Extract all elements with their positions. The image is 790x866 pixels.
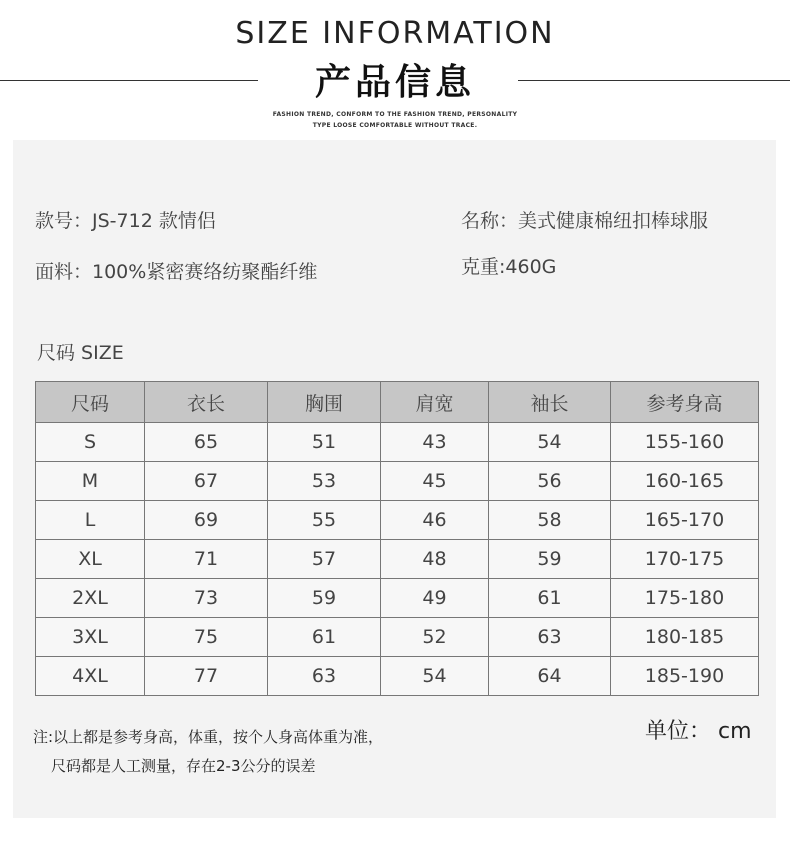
cell-height: 160-165	[611, 462, 759, 501]
cell-length: 65	[145, 423, 268, 462]
cell-sleeve: 64	[489, 657, 611, 696]
cell-size: 2XL	[36, 579, 145, 618]
cell-length: 75	[145, 618, 268, 657]
cell-chest: 59	[268, 579, 381, 618]
note-line-2: 尺码都是人工测量，存在2-3公分的误差	[51, 757, 316, 775]
cell-chest: 51	[268, 423, 381, 462]
cell-length: 73	[145, 579, 268, 618]
title-chinese: 产品信息	[314, 62, 475, 103]
cell-shoulder: 52	[381, 618, 489, 657]
cell-chest: 63	[268, 657, 381, 696]
cell-height: 155-160	[611, 423, 759, 462]
product-name: 名称：美式健康棉纽扣棒球服	[461, 210, 709, 232]
cell-sleeve: 63	[489, 618, 611, 657]
cell-chest: 53	[268, 462, 381, 501]
header-length: 衣长	[145, 382, 268, 423]
cell-sleeve: 58	[489, 501, 611, 540]
cell-chest: 57	[268, 540, 381, 579]
cell-height: 165-170	[611, 501, 759, 540]
cell-chest: 55	[268, 501, 381, 540]
header-height: 参考身高	[611, 382, 759, 423]
table-row	[36, 501, 759, 540]
cell-shoulder: 46	[381, 501, 489, 540]
table-row	[36, 462, 759, 501]
cell-height: 170-175	[611, 540, 759, 579]
header-shoulder: 肩宽	[381, 382, 489, 423]
cell-length: 69	[145, 501, 268, 540]
table-header-row	[36, 382, 759, 423]
cell-shoulder: 49	[381, 579, 489, 618]
size-table	[35, 381, 759, 696]
cell-height: 185-190	[611, 657, 759, 696]
cell-size: 4XL	[36, 657, 145, 696]
size-section-label: 尺码 SIZE	[37, 342, 124, 364]
tagline-line-2: TYPE LOOSE COMFORTABLE WITHOUT TRACE.	[312, 122, 478, 129]
cell-size: XL	[36, 540, 145, 579]
cell-size: 3XL	[36, 618, 145, 657]
header-sleeve: 袖长	[489, 382, 611, 423]
unit-label: 单位： cm	[645, 719, 752, 744]
model-number: 款号：JS-712 款情侣	[35, 210, 216, 232]
cell-sleeve: 61	[489, 579, 611, 618]
header-chest: 胸围	[268, 382, 381, 423]
tagline-line-1: FASHION TREND, CONFORM TO THE FASHION TREND, PERSONALITY	[272, 111, 518, 118]
cell-length: 67	[145, 462, 268, 501]
table-row	[36, 423, 759, 462]
cell-height: 175-180	[611, 579, 759, 618]
cell-length: 71	[145, 540, 268, 579]
cell-sleeve: 59	[489, 540, 611, 579]
header-size: 尺码	[36, 382, 145, 423]
cell-size: S	[36, 423, 145, 462]
table-row	[36, 618, 759, 657]
cell-sleeve: 56	[489, 462, 611, 501]
cell-shoulder: 43	[381, 423, 489, 462]
cell-size: L	[36, 501, 145, 540]
cell-size: M	[36, 462, 145, 501]
title-english: SIZE INFORMATION	[235, 16, 555, 51]
cell-shoulder: 48	[381, 540, 489, 579]
note-line-1: 注:以上都是参考身高，体重，按个人身高体重为准，	[33, 728, 384, 746]
header	[0, 0, 790, 138]
cell-sleeve: 54	[489, 423, 611, 462]
table-row	[36, 540, 759, 579]
table-row	[36, 657, 759, 696]
table-row	[36, 579, 759, 618]
weight: 克重:460G	[461, 256, 557, 278]
cell-chest: 61	[268, 618, 381, 657]
size-info-panel	[13, 140, 776, 818]
cell-height: 180-185	[611, 618, 759, 657]
cell-length: 77	[145, 657, 268, 696]
cell-shoulder: 54	[381, 657, 489, 696]
fabric: 面料：100%紧密赛络纺聚酯纤维	[35, 261, 318, 283]
cell-shoulder: 45	[381, 462, 489, 501]
